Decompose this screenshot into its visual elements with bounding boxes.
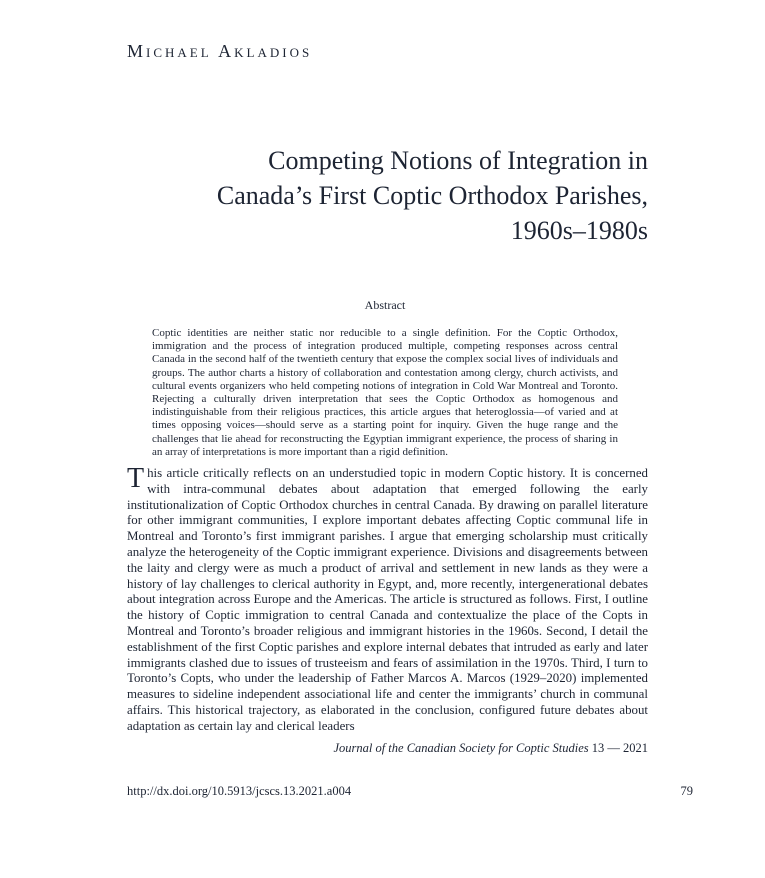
page-number: 79 xyxy=(680,784,693,798)
journal-name: Journal of the Canadian Society for Coptic Studies xyxy=(333,741,589,755)
abstract-paragraph: Coptic identities are neither static nor reducible to a single definition. For the Coptic Orthodox, immigration and the process of integration produced multiple, competing responses across central Canada in the second half of the twentieth century that expose the complex social lives of individuals and groups. The author charts a history of collaboration and contestation among clergy, church activists, and cultural events organizers who held competing notions of integration in Cold War Montreal and Toronto. Rejecting a culturally driven interpretation that sees the Coptic Orthodox as homogenous and indistinguishable from their religious practices, this article argues that heteroglossia—of varied and at times opposing voices—should serve as a starting point for inquiry. Given the huge range and the challenges that lie ahead for reconstructing the Egyptian immigrant experience, the process of sharing in an array of interpretations is more important than a rigid definition. xyxy=(152,327,618,458)
body-paragraph-text: his article critically reflects on an understudied topic in modern Coptic history. It is concerned with intra-communal debates about adaptation that emerged following the early institutionalization of Coptic Orthodox churches in central Canada. By drawing on parallel literature for other immigrant communities, I explore important debates affecting Coptic communal life in Montreal and Toronto’s first immigrant parishes. I argue that emerging scholarship must critically analyze the heterogeneity of the Coptic immigrant experience. Divisions and disagreements between the laity and clergy were as much a product of arrival and settlement in new lands as they were a history of lay challenges to clerical authority in Egypt, and, more recently, intergenerational debates about integration across Europe and the Americas. The article is structured as follows. First, I outline the history of Coptic immigration to central Canada and contextualize the place of the Copts in Montreal and Toronto’s broader religious and immigrant histories in the 1960s. Second, I detail the establishment of the first Coptic parishes and explore internal debates that intruded as early and later immigrants clashed due to issues of trusteeism and fears of assimilation in the 1970s. Third, I turn to Toronto’s Copts, who under the leadership of Father Marcos A. Marcos (1929–2020) implemented measures to sideline independent associational life and center the immigrants’ church in communal affairs. This historical trajectory, as elaborated in the conclusion, configured future debates about adaptation as certain lay and clerical leaders xyxy=(127,466,648,733)
dropcap-initial: T xyxy=(127,463,145,494)
journal-citation-line xyxy=(127,741,648,756)
author-name: Michael Akladios xyxy=(127,41,313,61)
article-title-line-1: Competing Notions of Integration in xyxy=(268,146,648,175)
doi-link: http://dx.doi.org/10.5913/jcscs.13.2021.a004 xyxy=(127,784,352,798)
article-title-line-2: Canada’s First Coptic Orthodox Parishes, xyxy=(216,181,648,210)
article-title-line-3: 1960s–1980s xyxy=(510,216,648,245)
abstract-heading: Abstract xyxy=(364,298,406,312)
journal-issue-year: 13 — 2021 xyxy=(588,741,648,755)
body-paragraph xyxy=(127,463,648,735)
article-title xyxy=(127,143,648,248)
